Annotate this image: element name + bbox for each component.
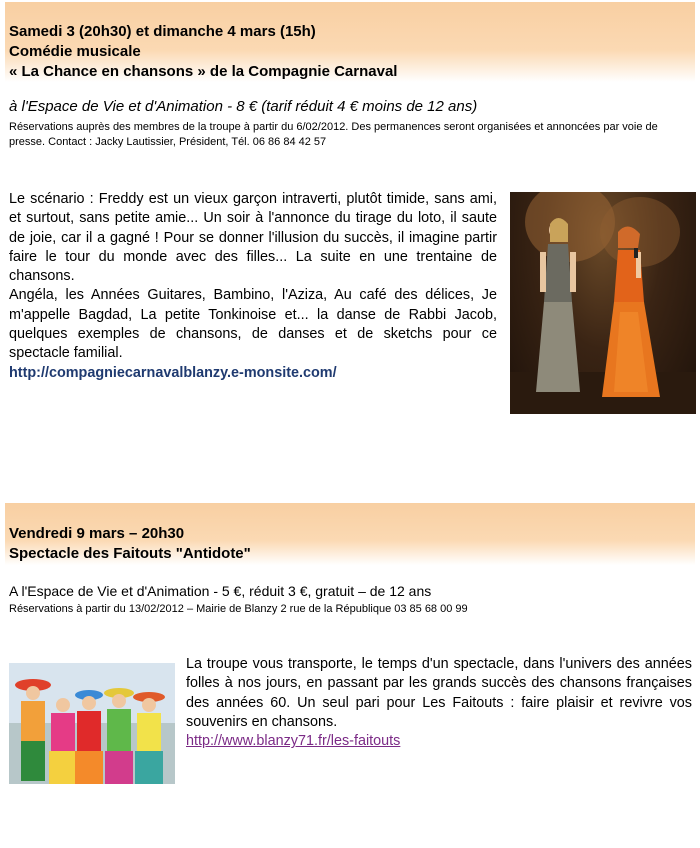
event1-description-scenario: Le scénario : Freddy est un vieux garçon intraverti, plutôt timide, sans ami, et surtout, sans petite amie... Un soir à l'annonce du tirage du loto, il saute de joie, car il a gagné ! Pour se donner l'illusion du succès, il imagine partir faire le tour du monde avec des filles... La suite en une trentaine de chansons. [9,191,497,285]
event2-reservation-text: Réservations à partir du 13/02/2012 – Mairie de Blanzy 2 rue de la République 03 85 68 00 99 [9,603,468,615]
event2-website-link[interactable]: http://www.blanzy71.fr/les-faitouts [186,733,401,750]
event2-title-line: Spectacle des Faitouts "Antidote" [9,545,251,562]
event2-venue-line: A l'Espace de Vie et d'Animation - 5 €, réduit 3 €, gratuit – de 12 ans [9,583,432,599]
event1-title-line: « La Chance en chansons » de la Compagnie Carnaval [9,63,398,80]
event1-photo [510,192,696,414]
event1-date-line: Samedi 3 (20h30) et dimanche 4 mars (15h) [9,23,316,40]
event2-description [186,655,692,751]
event2-header [5,503,695,565]
event1-description-songs: Angéla, les Années Guitares, Bambino, l'Aziza, Au café des délices, Je m'appelle Bagdad, La petite Tonkinoise et... la danse de Rabbi Jacob, quelques exemples de chansons, de danses et de sketchs pour ce spectacle familial. [9,287,497,362]
event2-description-text: La troupe vous transporte, le temps d'un spectacle, dans l'univers des années folles à nos jours, en passant par les grands succès des chansons françaises des années 60. Un seul pari pour Les Faitouts : faire plaisir et revivre vos souvenirs en chansons. [186,656,692,730]
event2-photo [9,663,175,784]
event1-header [5,2,695,82]
event1-reservation-text: Réservations auprès des membres de la troupe à partir du 6/02/2012. Des permanences seront organisées et annoncées par voie de presse. Contact : Jacky Lautissier, Président, Tél. 06 86 84 42 57 [9,121,658,148]
event1-genre-line: Comédie musicale [9,43,141,60]
event1-venue-line: à l'Espace de Vie et d'Animation - 8 € (tarif réduit 4 € moins de 12 ans) [9,98,478,115]
event1-description [9,190,497,383]
event2-date-line: Vendredi 9 mars – 20h30 [9,525,185,542]
event1-website-link[interactable]: http://compagniecarnavalblanzy.e-monsite.com/ [9,364,337,381]
